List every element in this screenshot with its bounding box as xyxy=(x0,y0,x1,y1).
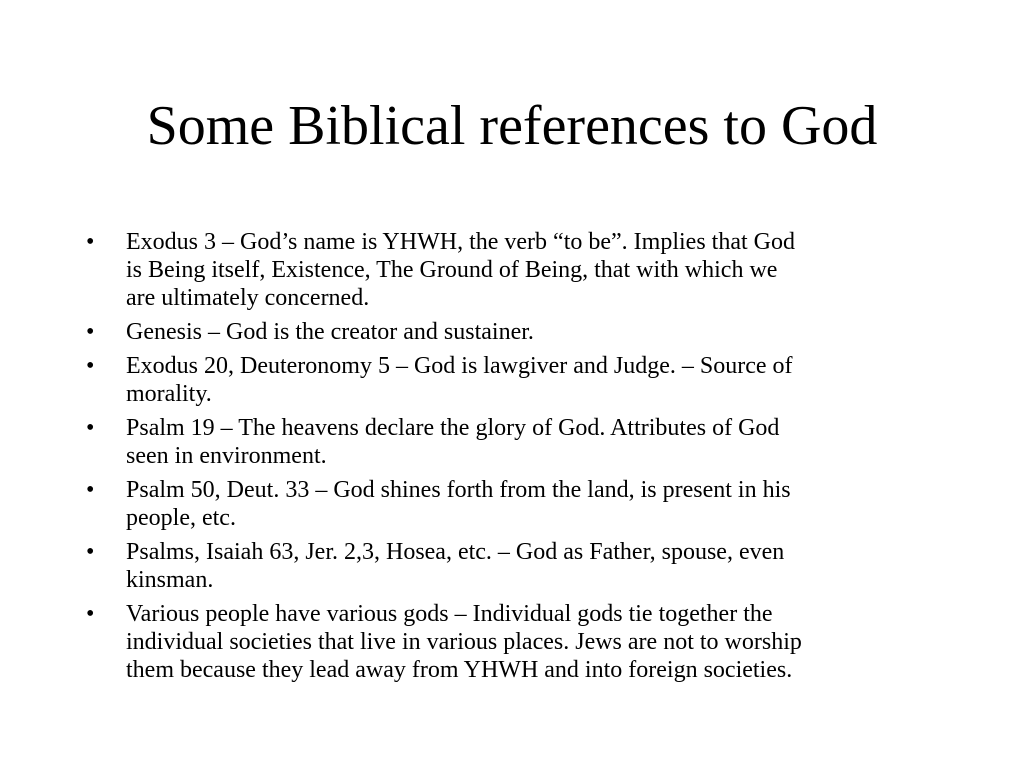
bullet-icon: • xyxy=(86,229,95,255)
bullet-line: Various people have various gods – Individual gods tie together the xyxy=(126,601,773,627)
bullet-list xyxy=(86,228,946,690)
bullet-line: seen in environment. xyxy=(126,443,327,469)
bullet-icon: • xyxy=(86,477,95,503)
bullet-text xyxy=(126,600,946,684)
bullet-line: Exodus 20, Deuteronomy 5 – God is lawgiver and Judge. – Source of xyxy=(126,353,793,379)
bullet-line: Psalm 19 – The heavens declare the glory of God. Attributes of God xyxy=(126,415,780,441)
list-item xyxy=(86,476,946,532)
bullet-line: is Being itself, Existence, The Ground of Being, that with which we xyxy=(126,257,778,283)
bullet-icon: • xyxy=(86,415,95,441)
bullet-text xyxy=(126,352,946,408)
list-item xyxy=(86,538,946,594)
bullet-text xyxy=(126,538,946,594)
bullet-line: Psalm 50, Deut. 33 – God shines forth from the land, is present in his xyxy=(126,477,791,503)
bullet-text xyxy=(126,476,946,532)
bullet-line: Genesis – God is the creator and sustainer. xyxy=(126,319,534,345)
bullet-line: people, etc. xyxy=(126,505,236,531)
bullet-line: Exodus 3 – God’s name is YHWH, the verb “to be”. Implies that God xyxy=(126,229,795,255)
list-item xyxy=(86,414,946,470)
bullet-text xyxy=(126,318,946,346)
bullet-line: morality. xyxy=(126,381,212,407)
bullet-line: are ultimately concerned. xyxy=(126,285,370,311)
bullet-line: Psalms, Isaiah 63, Jer. 2,3, Hosea, etc. – God as Father, spouse, even xyxy=(126,539,785,565)
list-item xyxy=(86,318,946,346)
bullet-line: them because they lead away from YHWH and into foreign societies. xyxy=(126,657,793,683)
list-item xyxy=(86,228,946,312)
bullet-icon: • xyxy=(86,353,95,379)
list-item xyxy=(86,600,946,684)
slide-title: Some Biblical references to God xyxy=(146,95,878,157)
bullet-icon: • xyxy=(86,539,95,565)
bullet-icon: • xyxy=(86,319,95,345)
bullet-text xyxy=(126,228,946,312)
bullet-icon: • xyxy=(86,601,95,627)
bullet-text xyxy=(126,414,946,470)
bullet-line: individual societies that live in various places. Jews are not to worship xyxy=(126,629,802,655)
bullet-line: kinsman. xyxy=(126,567,214,593)
list-item xyxy=(86,352,946,408)
